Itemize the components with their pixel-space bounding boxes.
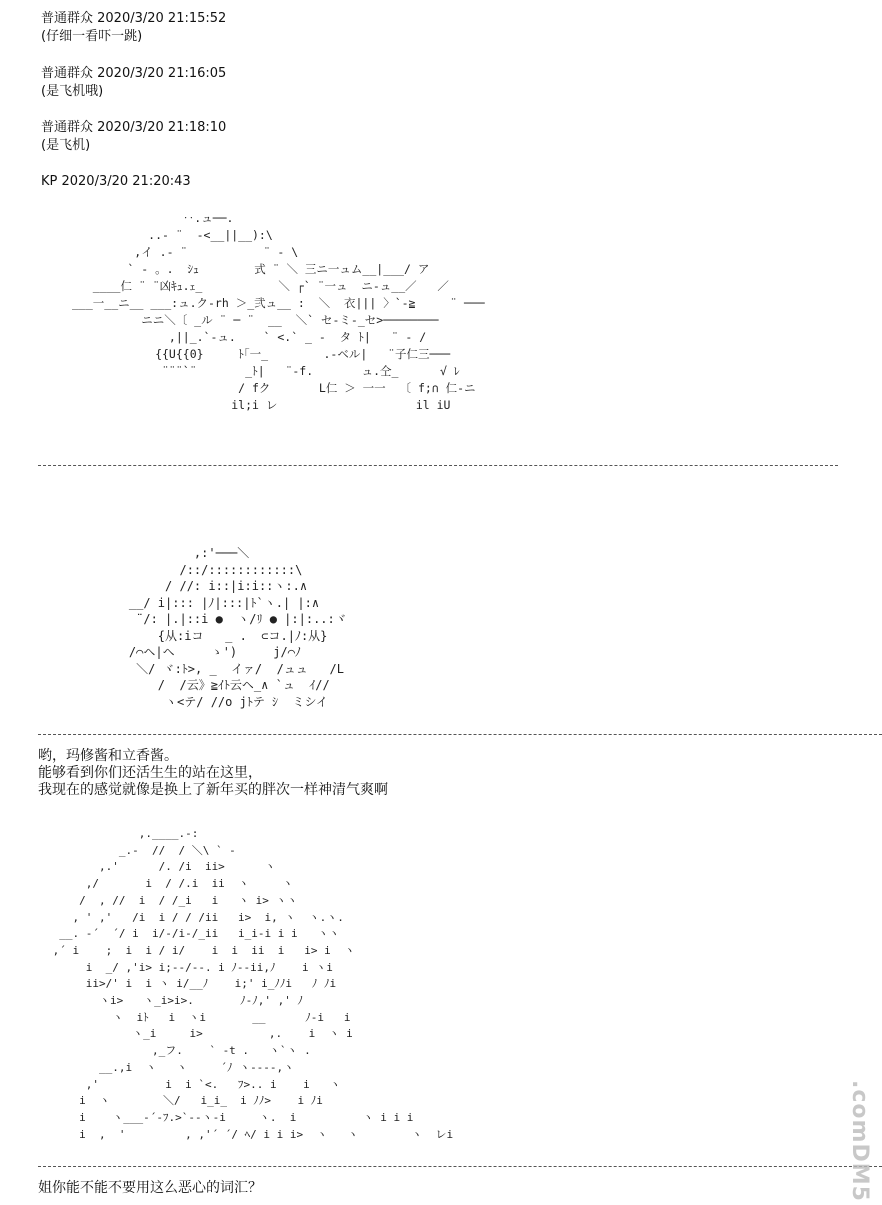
log-header-4: KP 2020/3/20 21:20:43: [41, 174, 191, 189]
separator-2: [38, 734, 882, 736]
log-text-3: (是飞机): [41, 138, 91, 153]
log-header-2: 普通群众 2020/3/20 21:16:05: [41, 66, 227, 81]
dialog-line-4: 姐你能不能不要用这么恶心的词汇？: [38, 1180, 262, 1196]
watermark-brand: DM5: [847, 1143, 872, 1202]
separator-1: [38, 465, 838, 467]
ascii-art-boy: ,.____.-: _.- // / ＼\ ` - ,.' /. /i ii> ヽ ,/ i / /.i ii ヽ ヽ / , // i / /_i i ヽ i> ヽヽ , ' ,' /i i / / /ii i> i, ヽ ヽ.ヽ. __. -´ ´/ i i/-/i-/_ii i_i-i i i ヽヽ ,´ i ; i i / i/ i i ii i i> i ヽ i _/ ,'i> i;--/--. i ﾉ--ii,ﾉ i ヽi ii>/' i i ヽ i/__ﾉ i;' i_ﾉﾉi ﾉ ﾉi ヽi> ヽ_i>i>. ﾉ-ﾉ,' ,' ﾉ ヽ iﾄ i ヽi __ ﾉ-i i ヽ_i i> ,. i ヽ i ,_フ. ` -t . ヽ`ヽ . __.,i ヽ ヽ ´ﾉ ヽ----,ヽ ,' i i `<. ﾌ>.. i i ヽ i ヽ ＼/ i_i_ i ﾉﾉ> i ﾉi i ヽ___-´-ﾌ.>`--ヽ-i ヽ. i ヽ i i i i , ' , ,'´ ´/ ﾍ/ i i i> ヽ ヽ ヽ レi: [52, 827, 454, 1141]
watermark-logo: [838, 1080, 872, 1202]
dialog-line-1: 哟，玛修酱和立香酱。: [38, 748, 178, 764]
dialog-line-2: 能够看到你们还活生生的站在这里，: [38, 765, 262, 781]
log-text-1: (仔细一看吓一跳): [41, 29, 143, 44]
watermark-site: .com: [847, 1080, 872, 1144]
ascii-art-girl: ,:'───＼ /::/::::::::::::\ / //: i::|i:i::ヽ:.∧ __/ i|::: |ﾉ|:::|ﾄ`ヽ.| |:∧ ¨/: |.|::i ● ヽ/ﾘ ● |:|:..:ヾ {从:iコ _ . ⊂コ.|ﾉ:从} /⌒ヘ|ヘ ゝ') j/⌒ﾉ ＼/ ヾ:ﾄ>, _ イァ/ /ュュ /L / /云》≧ｲﾄ云ヘ_∧ `ュ ｲ// ヽ<テ/ //o jﾄテ ｼ ミシイ: [128, 546, 347, 709]
log-header-1: 普通群众 2020/3/20 21:15:52: [41, 11, 227, 26]
ascii-art-plane: ‥.ュ──. ..- ¨ -<__||__):\ ,イ .- ¨ ¨ - \ ` - 。. ｼｭ 式 ¨ ＼ 三ニ一ュム__|___/ ア ____仁 ¨ ¨凶ｷｭ.ｪ_ ＼ ┌` ¨一ュ ニ-ュ__／ ／ ___一__ニ__ ___:ュ.ク-rh ＞_弐ュ__ : ＼ 衣||| 〉`-≧ ¨ ─── ニニ＼〔 _ル ¨ ─ ¨ __ ＼` セ-ミ-_セ>──────── ,||_.`-ュ. ` <.` _ - タ ﾄ| ¨ - / {{U{{0} ﾄ｢一_ .-ベル| ¨子仁三─── ¨¨¨`¨ _ﾄ| ¨-f. ュ.仝_ √ ﾚ / fク L仁 ＞ 一一 〔 f;∩ 仁-ニ il;i レ il iU: [72, 211, 485, 412]
separator-3: [38, 1166, 882, 1168]
log-header-3: 普通群众 2020/3/20 21:18:10: [41, 120, 227, 135]
dialog-line-3: 我现在的感觉就像是换上了新年买的胖次一样神清气爽啊: [38, 782, 388, 798]
log-text-2: (是飞机哦): [41, 84, 104, 99]
